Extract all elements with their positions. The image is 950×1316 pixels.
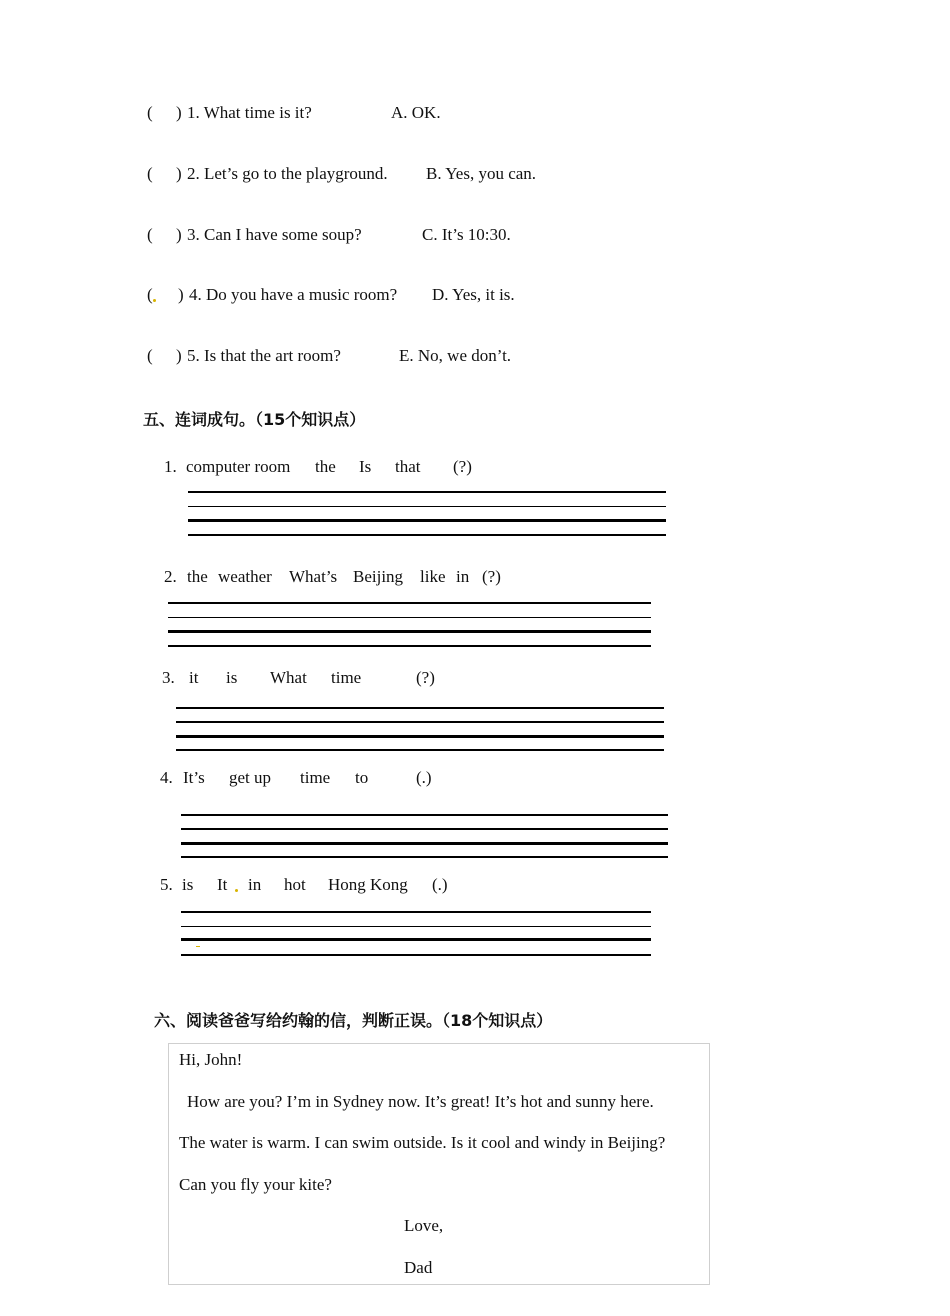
letter-box <box>168 1043 710 1285</box>
answer-option: B. Yes, you can. <box>426 164 537 183</box>
word: (.) <box>416 768 432 787</box>
word: like <box>420 567 446 586</box>
word: the <box>315 457 336 476</box>
word: Is <box>359 457 372 476</box>
word: What’s <box>289 567 338 586</box>
letter-line-2: The water is warm. I can swim outside. Is it cool and windy in Beijing? <box>179 1133 666 1152</box>
highlight-dot <box>235 889 238 892</box>
answer-paren-open: ( <box>147 285 153 304</box>
word: (?) <box>416 668 435 687</box>
word: get up <box>229 768 272 787</box>
word: computer room <box>186 457 291 476</box>
word: hot <box>284 875 306 894</box>
letter-closing: Love, <box>404 1216 444 1235</box>
answer-paren-close: ) <box>176 225 182 244</box>
letter-line-3: Can you fly your kite? <box>179 1175 332 1194</box>
word: to <box>355 768 369 787</box>
answer-paren-open: ( <box>147 103 153 122</box>
section-6-heading: 六、阅读爸爸写给约翰的信，判断正误。（18个知识点） <box>154 1011 553 1030</box>
answer-option: E. No, we don’t. <box>399 346 512 365</box>
answer-paren-open: ( <box>147 225 153 244</box>
answer-option: A. OK. <box>391 103 441 122</box>
answer-option: C. It’s 10:30. <box>422 225 511 244</box>
word: Beijing <box>353 567 404 586</box>
letter-signature: Dad <box>404 1258 433 1277</box>
word: the <box>187 567 208 586</box>
item-number: 2. <box>164 567 177 586</box>
word: What <box>270 668 307 687</box>
answer-paren-close: ) <box>176 346 182 365</box>
question-text: 1. What time is it? <box>187 103 312 122</box>
highlight-dot <box>153 299 156 302</box>
word: It <box>217 875 228 894</box>
answer-option: D. Yes, it is. <box>432 285 515 304</box>
word: it <box>189 668 199 687</box>
item-number: 5. <box>160 875 173 894</box>
word: in <box>456 567 470 586</box>
answer-paren-open: ( <box>147 346 153 365</box>
answer-paren-close: ) <box>176 164 182 183</box>
question-text: 4. Do you have a music room? <box>189 285 398 304</box>
item-number: 1. <box>164 457 177 476</box>
word: is <box>226 668 238 687</box>
question-text: 3. Can I have some soup? <box>187 225 362 244</box>
word: in <box>248 875 262 894</box>
word: Hong Kong <box>328 875 408 894</box>
word: It’s <box>183 768 205 787</box>
highlight-mark <box>196 946 200 947</box>
section-5-heading: 五、连词成句。（15个知识点） <box>143 410 366 429</box>
letter-line-1: How are you? I’m in Sydney now. It’s great! It’s hot and sunny here. <box>187 1092 654 1111</box>
item-number: 3. <box>162 668 175 687</box>
word: time <box>300 768 331 787</box>
answer-paren-open: ( <box>147 164 153 183</box>
answer-paren-close: ) <box>176 103 182 122</box>
word: that <box>395 457 421 476</box>
word: weather <box>218 567 272 586</box>
word: (.) <box>432 875 448 894</box>
word: (?) <box>482 567 501 586</box>
answer-paren-close: ) <box>178 285 184 304</box>
item-number: 4. <box>160 768 173 787</box>
word: is <box>182 875 194 894</box>
letter-greeting: Hi, John! <box>179 1050 243 1069</box>
question-text: 5. Is that the art room? <box>187 346 341 365</box>
word: time <box>331 668 362 687</box>
question-text: 2. Let’s go to the playground. <box>187 164 388 183</box>
word: (?) <box>453 457 472 476</box>
